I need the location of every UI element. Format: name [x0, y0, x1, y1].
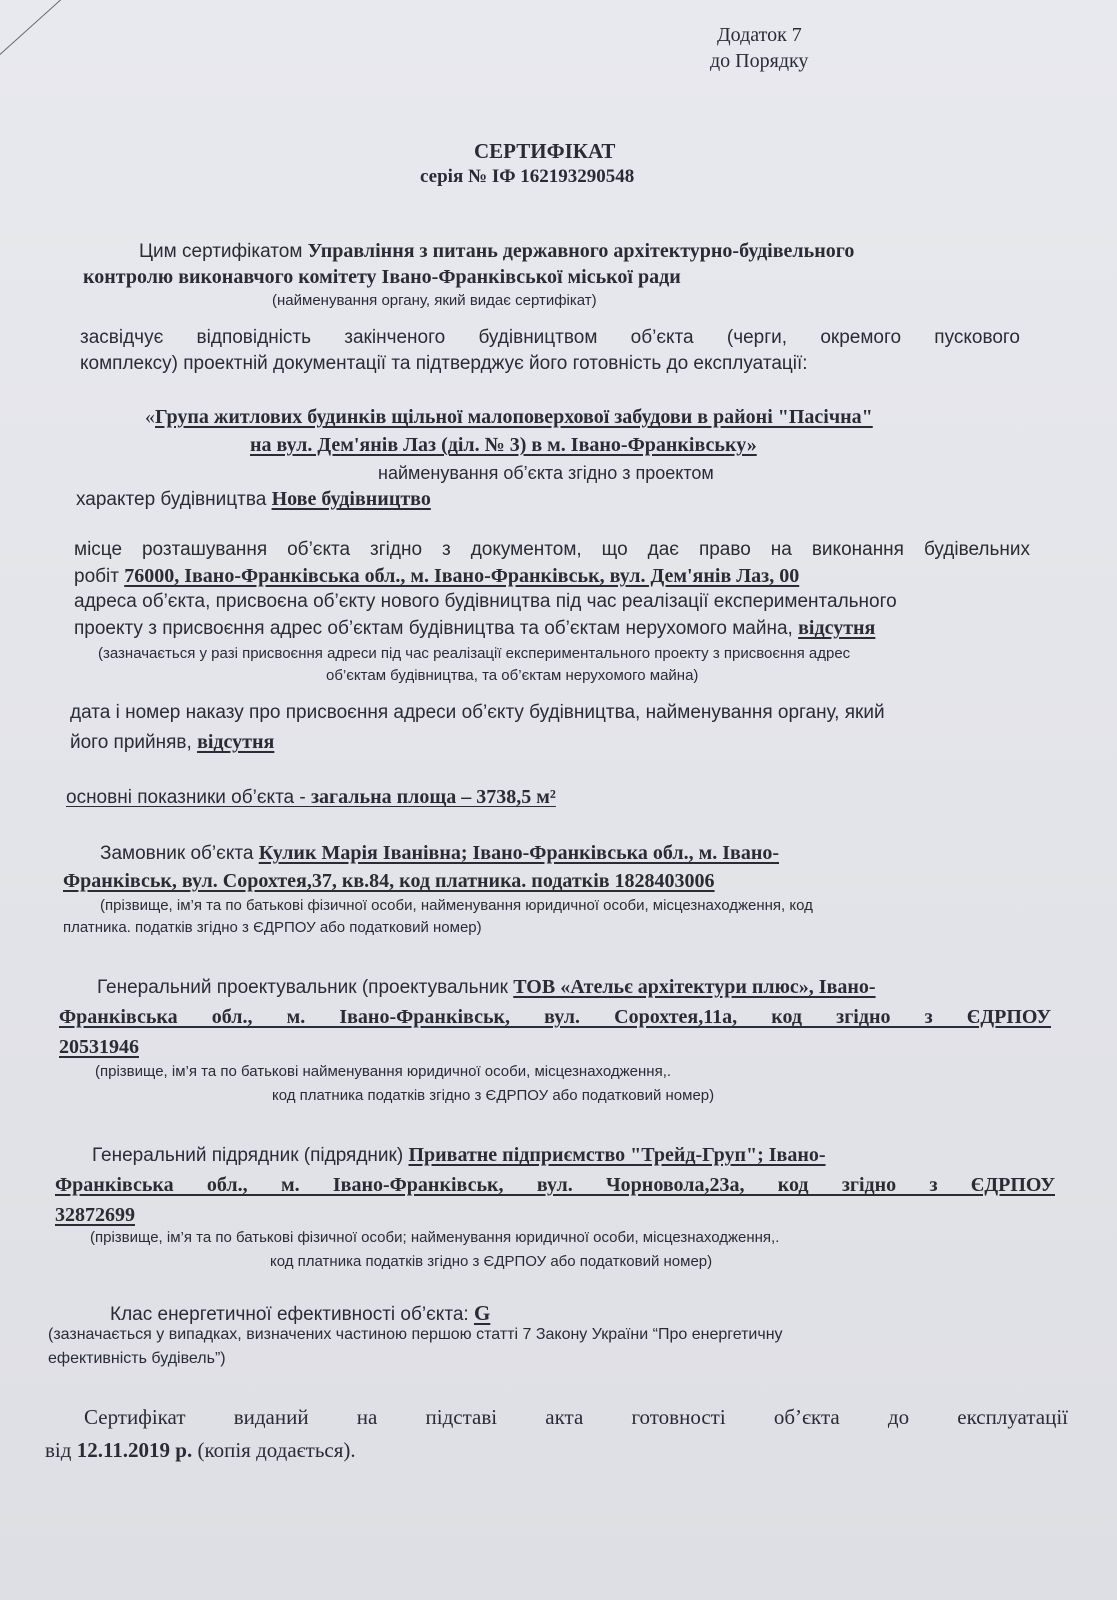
construction-character	[76, 486, 431, 513]
designer-label: Генеральний проектувальник (проектувальник	[97, 977, 514, 998]
order-line-2	[70, 729, 274, 756]
object-open-quote: «	[145, 406, 155, 428]
contractor-caption-1: (прізвище, ім’я та по батькові фізичної особи; найменування юридичної особи, місцезнаходження,.	[90, 1229, 780, 1246]
location-caption-1: (зазначається у разі присвоєння адреси під час реалізації експериментального проекту з присвоєння адрес	[98, 645, 851, 662]
customer-caption-2: платника. податків згідно з ЄДРПОУ або податковий номер)	[63, 919, 482, 936]
basis-line-2	[45, 1436, 356, 1464]
customer-value-1: Кулик Марія Іванівна; Івано-Франківська обл., м. Івано-	[258, 842, 780, 864]
construction-character-value: Нове будівництво	[271, 488, 431, 510]
issuer-org-line-1: Управління з питань державного архітектурно-будівельного	[307, 240, 855, 262]
annex-label: Додаток 7	[717, 24, 802, 46]
certifies-line-1: засвідчує відповідність закінченого будівництвом об’єкта (черги, окремого пускового	[80, 327, 1020, 348]
designer-caption-1: (прізвище, ім’я та по батькові найменування юридичної особи, місцезнаходження,.	[95, 1063, 672, 1080]
certificate-title: СЕРТИФІКАТ	[474, 139, 616, 163]
issuer-org-line-2: контролю виконавчого комітету Івано-Франківської міської ради	[83, 266, 681, 288]
order-line-1: дата і номер наказу про присвоєння адреси об’єкту будівництва, найменування органу, який	[70, 702, 885, 723]
contractor-line-1	[92, 1142, 826, 1169]
location-line-3: адреса об’єкта, присвоєна об’єкту нового будівництва під час реалізації експериментального	[74, 591, 897, 612]
issuer-lead: Цим сертифікатом	[139, 241, 308, 262]
location-line-1: місце розташування об’єкта згідно з документом, що дає право на виконання будівельних	[74, 539, 1030, 560]
basis-date: 12.11.2019 р.	[76, 1438, 193, 1462]
energy-class-label: Клас енергетичної ефективності об’єкта:	[110, 1304, 474, 1325]
contractor-caption-2: код платника податків згідно з ЄДРПОУ або податковий номер)	[270, 1253, 713, 1270]
location-works-label: робіт	[74, 566, 125, 587]
indicators-label: основні показники об’єкта -	[66, 787, 312, 808]
certificate-series: серія № ІФ 162193290548	[420, 166, 635, 187]
contractor-value-2: Франківська обл., м. Івано-Франківськ, вул. Чорновола,23а, код згідно з ЄДРПОУ	[55, 1174, 1055, 1196]
designer-value-2: Франківська обл., м. Івано-Франківськ, вул. Сорохтея,11а, код згідно з ЄДРПОУ	[59, 1006, 1051, 1028]
indicators-value: загальна площа – 3738,5 м²	[311, 786, 556, 808]
issuer-caption: (найменування органу, який видає сертифікат)	[272, 292, 597, 309]
object-name-line-2: на вул. Дем'янів Лаз (діл. № 3) в м. Івано-Франківську»	[250, 434, 757, 456]
basis-line-1: Сертифікат виданий на підставі акта готовності об’єкта до експлуатації	[84, 1405, 1068, 1429]
designer-line-1	[97, 974, 876, 1001]
order-value: відсутня	[197, 731, 275, 753]
contractor-label: Генеральний підрядник (підрядник)	[92, 1145, 409, 1166]
energy-caption-2: ефективність будівель”)	[48, 1350, 226, 1367]
certifies-line-2: комплексу) проектній документації та підтверджує його готовність до експлуатації:	[80, 353, 808, 374]
location-line-2	[74, 563, 799, 590]
energy-class-value: G	[473, 1301, 491, 1325]
issuer-line-1	[139, 238, 854, 265]
object-caption: найменування об’єкта згідно з проектом	[378, 463, 714, 483]
order-label: його прийняв,	[70, 732, 198, 753]
object-name-1: Група житлових будинків щільної малоповерхової забудови в районі "Пасічна"	[155, 406, 873, 428]
location-address: 76000, Івано-Франківська обл., м. Івано-Франківськ, вул. Дем'янів Лаз, 00	[124, 565, 800, 587]
customer-caption-1: (прізвище, ім’я та по батькові фізичної особи, найменування юридичної особи, місцезнаходження, код	[100, 897, 813, 914]
location-caption-2: об’єктам будівництва, та об’єктам нерухомого майна)	[326, 667, 699, 684]
annex-order-label: до Порядку	[710, 50, 809, 72]
indicators-line	[66, 784, 556, 811]
object-name-line-1	[145, 404, 873, 430]
basis-suffix: (копія додається).	[192, 1438, 356, 1462]
location-line-4	[74, 615, 875, 642]
energy-caption-1: (зазначається у випадках, визначених частиною першою статті 7 Закону України “Про енергетичну	[48, 1326, 783, 1343]
paper-fold-line	[0, 0, 139, 91]
contractor-value-1: Приватне підприємство "Трейд-Груп"; Івано-	[408, 1144, 826, 1166]
contractor-value-3: 32872699	[55, 1204, 135, 1226]
designer-value-1: ТОВ «Ательє архітектури плюс», Івано-	[513, 976, 876, 998]
customer-line-1	[100, 840, 779, 867]
location-experimental-value: відсутня	[798, 617, 876, 639]
customer-value-2: Франківськ, вул. Сорохтея,37, кв.84, код платника. податків 1828403006	[63, 870, 715, 892]
designer-caption-2: код платника податків згідно з ЄДРПОУ або податковий номер)	[272, 1087, 715, 1104]
energy-class-line	[110, 1300, 490, 1328]
basis-date-prefix: від	[45, 1438, 77, 1462]
customer-label: Замовник об’єкта	[100, 843, 259, 864]
location-experimental-label: проекту з присвоєння адрес об’єктам будівництва та об’єктам нерухомого майна,	[74, 618, 799, 639]
designer-value-3: 20531946	[59, 1036, 139, 1058]
construction-character-label: характер будівництва	[76, 489, 272, 510]
